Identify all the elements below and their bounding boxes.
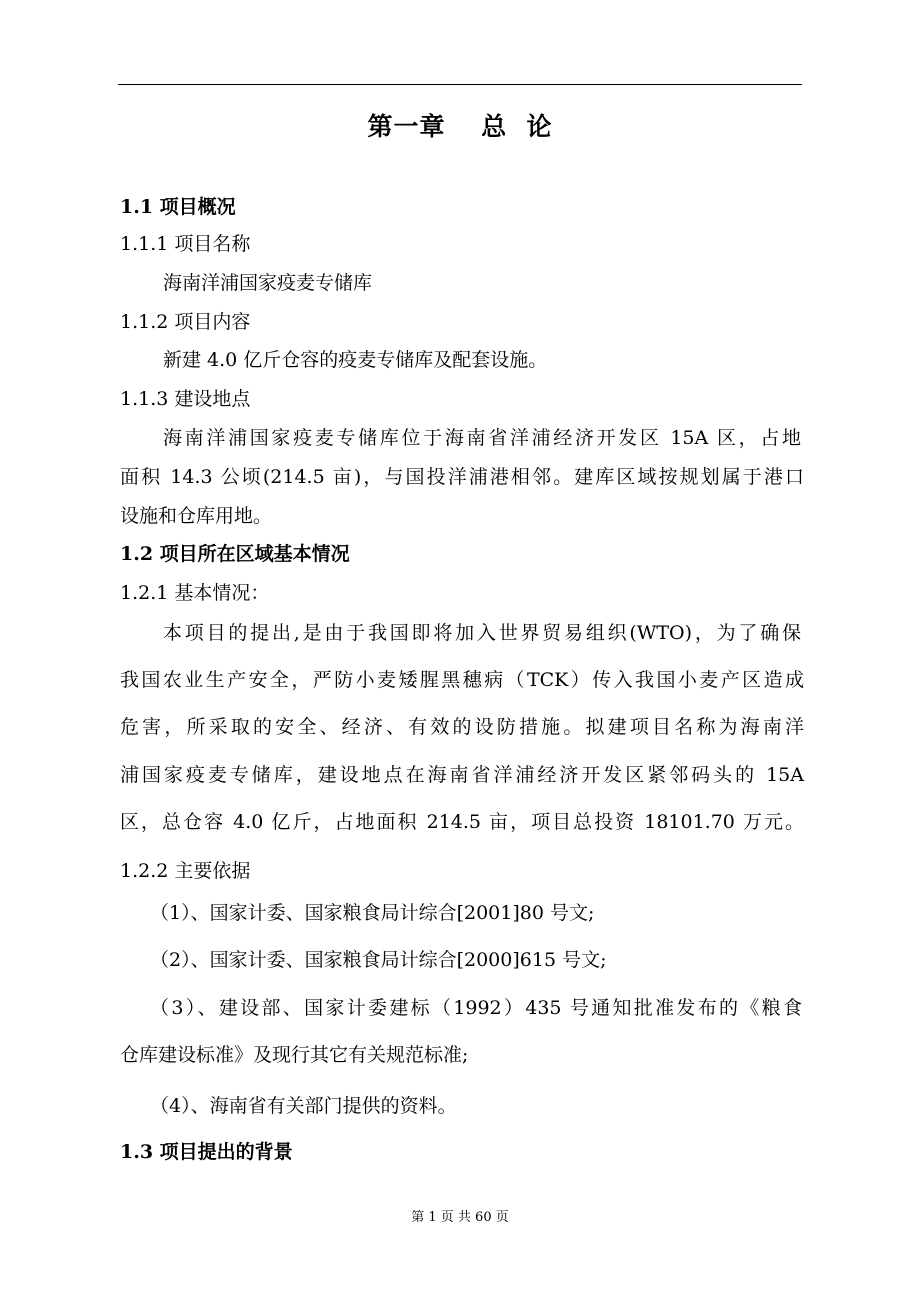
basis-item-continued: 仓库建设标准》及现行其它有关规范标准; — [120, 1044, 469, 1066]
subsection-heading-1-2-2: 1.2.2 主要依据 — [120, 860, 251, 882]
subsection-heading-1-1-2: 1.1.2 项目内容 — [120, 311, 251, 333]
page-footer: 第 1 页 共 60 页 — [411, 1210, 509, 1225]
basic-info-line: 危害，所采取的安全、经济、有效的设防措施。拟建项目名称为海南洋 — [120, 716, 804, 738]
basic-info-line: 本项目的提出,是由于我国即将加入世界贸易组织(WTO)，为了确保 — [163, 622, 801, 644]
location-line: 面积 14.3 公顷(214.5 亩)，与国投洋浦港相邻。建库区域按规划属于港口 — [120, 466, 804, 488]
basic-info-line: 区，总仓容 4.0 亿斤，占地面积 214.5 亩，项目总投资 18101.70 万元。 — [120, 811, 804, 833]
header-rule — [118, 84, 802, 85]
location-line: 设施和仓库用地。 — [120, 505, 273, 527]
project-name-text: 海南洋浦国家疫麦专储库 — [163, 272, 373, 294]
location-line: 海南洋浦国家疫麦专储库位于海南省洋浦经济开发区 15A 区，占地 — [163, 427, 801, 449]
subsection-heading-1-1-3: 1.1.3 建设地点 — [120, 388, 251, 410]
chapter-title: 第一章 总 论 — [367, 112, 553, 141]
basic-info-line: 浦国家疫麦专储库，建设地点在海南省洋浦经济开发区紧邻码头的 15A — [120, 764, 804, 786]
basis-item: （1）、国家计委、国家粮食局计综合[2001]80 号文; — [150, 902, 595, 924]
project-content-text: 新建 4.0 亿斤仓容的疫麦专储库及配套设施。 — [163, 349, 548, 371]
basis-item: （4）、海南省有关部门提供的资料。 — [150, 1095, 457, 1117]
section-heading-1-1: 1.1 项目概况 — [120, 196, 236, 218]
basis-item: （2）、国家计委、国家粮食局计综合[2000]615 号文; — [150, 949, 607, 971]
basic-info-line: 我国农业生产安全，严防小麦矮腥黑穗病（TCK）传入我国小麦产区造成 — [120, 669, 804, 691]
section-heading-1-2: 1.2 项目所在区域基本情况 — [120, 543, 350, 565]
subsection-heading-1-2-1: 1.2.1 基本情况： — [120, 582, 270, 604]
subsection-heading-1-1-1: 1.1.1 项目名称 — [120, 233, 251, 255]
basis-item: （3）、建设部、国家计委建标（1992）435 号通知批准发布的《粮食 — [150, 997, 802, 1019]
section-heading-1-3: 1.3 项目提出的背景 — [120, 1141, 293, 1163]
